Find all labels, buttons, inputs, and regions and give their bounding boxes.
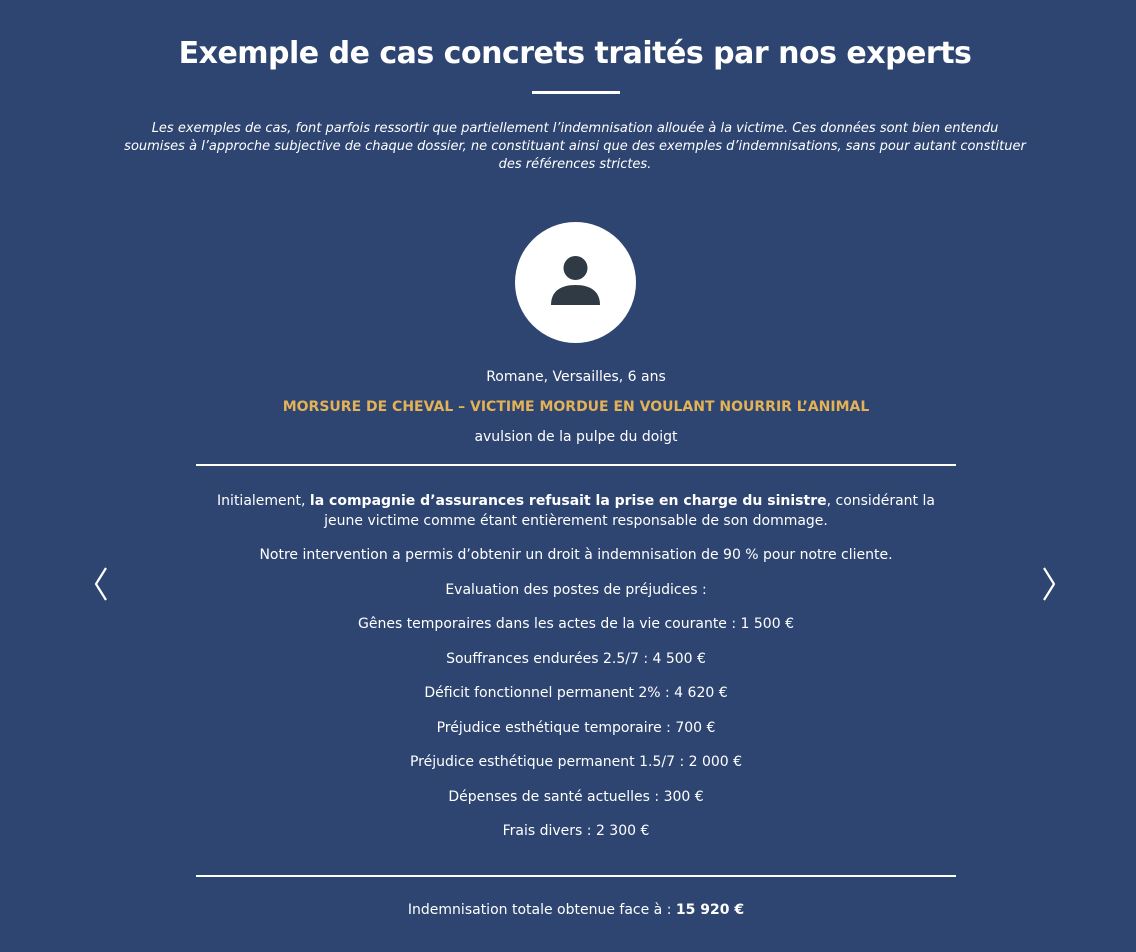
divider-bottom — [196, 875, 956, 877]
case-description-highlight: la compagnie d’assurances refusait la prise en charge du sinistre — [309, 493, 827, 509]
carousel-prev-button[interactable] — [80, 560, 120, 608]
list-item: Frais divers : 2 300 € — [502, 823, 650, 839]
damage-items-list — [196, 614, 956, 856]
total-compensation — [196, 900, 956, 920]
evaluation-heading: Evaluation des postes de préjudices : — [445, 582, 707, 598]
list-item: Déficit fonctionnel permanent 2% : 4 620 € — [424, 685, 728, 701]
section-title: Exemple de cas concrets traités par nos experts — [178, 36, 972, 71]
total-label: Indemnisation totale obtenue face à : — [407, 902, 676, 918]
list-item: Souffrances endurées 2.5/7 : 4 500 € — [446, 650, 706, 667]
case-title: MORSURE DE CHEVAL – VICTIME MORDUE EN VOULANT NOURRIR L’ANIMAL — [282, 399, 870, 415]
list-item: Préjudice esthétique permanent 1.5/7 : 2 000 € — [409, 754, 743, 770]
case-description — [196, 491, 956, 531]
chevron-right-icon — [1030, 560, 1070, 608]
case-person: Romane, Versailles, 6 ans — [486, 369, 666, 385]
case-injury: avulsion de la pulpe du doigt — [474, 429, 678, 445]
section-intro: Les exemples de cas, font parfois ressortir que partiellement l’indemnisation allouée à la victime. Ces données sont bien entendu soumises à l’approche subjective de chaque dossier, ne constituant ainsi que des exemples d’indemnisations, sans pour autant constituer des références strictes. — [124, 121, 1026, 172]
chevron-left-icon — [80, 560, 120, 608]
list-item: Préjudice esthétique temporaire : 700 € — [436, 719, 716, 736]
total-value: 15 920 € — [675, 902, 745, 918]
case-description-start: Initialement, — [217, 493, 310, 509]
user-icon — [548, 255, 603, 310]
case-outcome: Notre intervention a permis d’obtenir un droit à indemnisation de 90 % pour notre cliente. — [259, 547, 893, 563]
divider-top — [196, 464, 956, 466]
carousel-next-button[interactable] — [1030, 560, 1070, 608]
title-underline — [532, 91, 620, 94]
avatar — [515, 222, 636, 343]
list-item: Gênes temporaires dans les actes de la vie courante : 1 500 € — [358, 616, 794, 632]
case-description-end: , considérant la jeune victime comme étant entièrement responsable de son dommage. — [324, 493, 935, 529]
list-item: Dépenses de santé actuelles : 300 € — [448, 788, 704, 805]
